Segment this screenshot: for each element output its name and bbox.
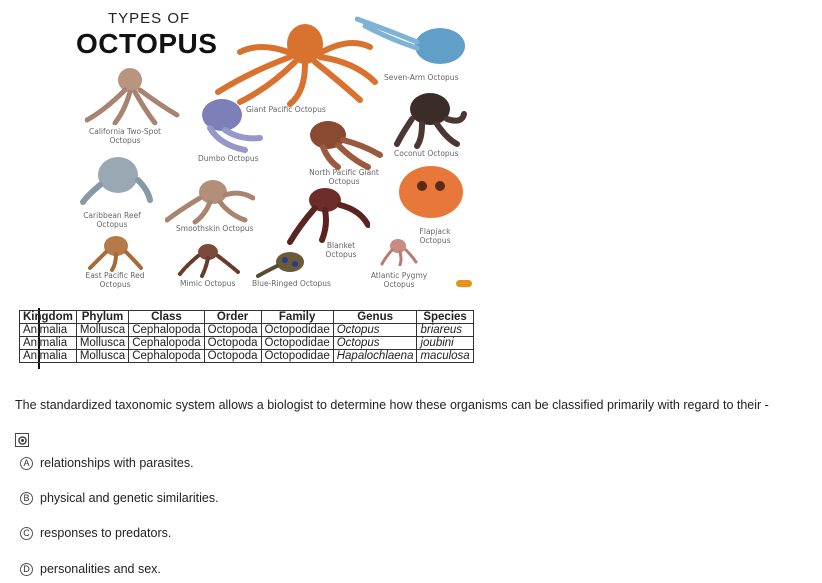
table-cell: Octopoda [204, 350, 261, 363]
speaker-icon [18, 436, 27, 445]
seven-arm-octopus-illustration [355, 14, 470, 69]
option-d-radio[interactable]: D [20, 563, 33, 576]
label-blue-ringed: Blue-Ringed Octopus [252, 279, 331, 288]
table-cell: Cephalopoda [129, 324, 204, 337]
header-phylum: Phylum [76, 311, 128, 324]
label-east-pacific: East Pacific Red Octopus [85, 271, 145, 289]
dumbo-octopus-illustration [190, 90, 265, 155]
header-species: Species [417, 311, 473, 324]
option-b-text: physical and genetic similarities. [40, 491, 219, 505]
table-cell: Octopoda [204, 324, 261, 337]
option-a-text: relationships with parasites. [40, 456, 194, 470]
option-a-radio[interactable]: A [20, 457, 33, 470]
text-to-speech-button[interactable] [15, 433, 29, 447]
mimic-octopus-illustration [176, 238, 241, 278]
north-pacific-giant-octopus-illustration [298, 115, 383, 170]
table-cell: Octopodidae [261, 350, 333, 363]
poster-title-line2: OCTOPUS [76, 28, 218, 59]
taxonomy-table [19, 310, 474, 363]
option-d-text: personalities and sex. [40, 562, 161, 576]
option-b-radio[interactable]: B [20, 492, 33, 505]
label-smoothskin: Smoothskin Octopus [176, 224, 254, 233]
label-mimic: Mimic Octopus [180, 279, 236, 288]
table-row [20, 350, 474, 363]
header-kingdom: Kingdom [20, 311, 77, 324]
option-c[interactable] [20, 526, 171, 540]
label-seven-arm: Seven-Arm Octopus [384, 73, 459, 82]
coconut-octopus-illustration [392, 84, 467, 149]
table-cell: Animalia [20, 350, 77, 363]
label-dumbo: Dumbo Octopus [198, 154, 259, 163]
table-cell: Mollusca [76, 350, 128, 363]
california-two-spot-octopus-illustration [85, 65, 180, 125]
table-cell: Octopodidae [261, 324, 333, 337]
publisher-logo-badge [456, 280, 472, 287]
label-giant-pacific: Giant Pacific Octopus [246, 105, 326, 114]
table-cell: Animalia [20, 337, 77, 350]
table-header-row [20, 311, 474, 324]
question-text: The standardized taxonomic system allows a biologist to determine how these organisms can be classified primarily with regard to their - [15, 398, 769, 412]
label-north-pacific: North Pacific Giant Octopus [309, 168, 379, 186]
table-cell: Octopoda [204, 337, 261, 350]
label-flapjack: Flapjack Octopus [419, 227, 451, 245]
table-cell: joubini [417, 337, 473, 350]
table-cell: maculosa [417, 350, 473, 363]
table-cell: Mollusca [76, 324, 128, 337]
east-pacific-red-octopus-illustration [88, 232, 143, 272]
table-cell: Cephalopoda [129, 350, 204, 363]
table-row [20, 324, 474, 337]
option-c-text: responses to predators. [40, 526, 172, 540]
header-order: Order [204, 311, 261, 324]
poster-title-line1: TYPES OF [108, 10, 191, 27]
option-a[interactable] [20, 456, 194, 470]
label-blanket: Blanket Octopus [325, 241, 357, 259]
blanket-octopus-illustration [270, 180, 370, 245]
table-cell: Hapalochlaena [333, 350, 417, 363]
table-cell: Cephalopoda [129, 337, 204, 350]
label-atlantic-pygmy: Atlantic Pygmy Octopus [370, 271, 428, 289]
header-genus: Genus [333, 311, 417, 324]
table-cell: Octopodidae [261, 337, 333, 350]
table-cell: briareus [417, 324, 473, 337]
option-d[interactable] [20, 562, 161, 576]
label-caribbean: Caribbean Reef Octopus [83, 211, 141, 229]
smoothskin-octopus-illustration [165, 170, 255, 225]
table-cell: Octopus [333, 337, 417, 350]
label-california: California Two-Spot Octopus [89, 127, 161, 145]
atlantic-pygmy-octopus-illustration [380, 236, 418, 266]
table-cell: Animalia [20, 324, 77, 337]
table-cell: Mollusca [76, 337, 128, 350]
table-cell: Octopus [333, 324, 417, 337]
caribbean-reef-octopus-illustration [78, 150, 153, 205]
label-coconut: Coconut Octopus [394, 149, 459, 158]
flapjack-octopus-illustration [396, 160, 466, 222]
header-class: Class [129, 311, 204, 324]
option-b[interactable] [20, 491, 219, 505]
option-c-radio[interactable]: C [20, 527, 33, 540]
table-row [20, 337, 474, 350]
blue-ringed-octopus-illustration [255, 248, 315, 280]
header-family: Family [261, 311, 333, 324]
